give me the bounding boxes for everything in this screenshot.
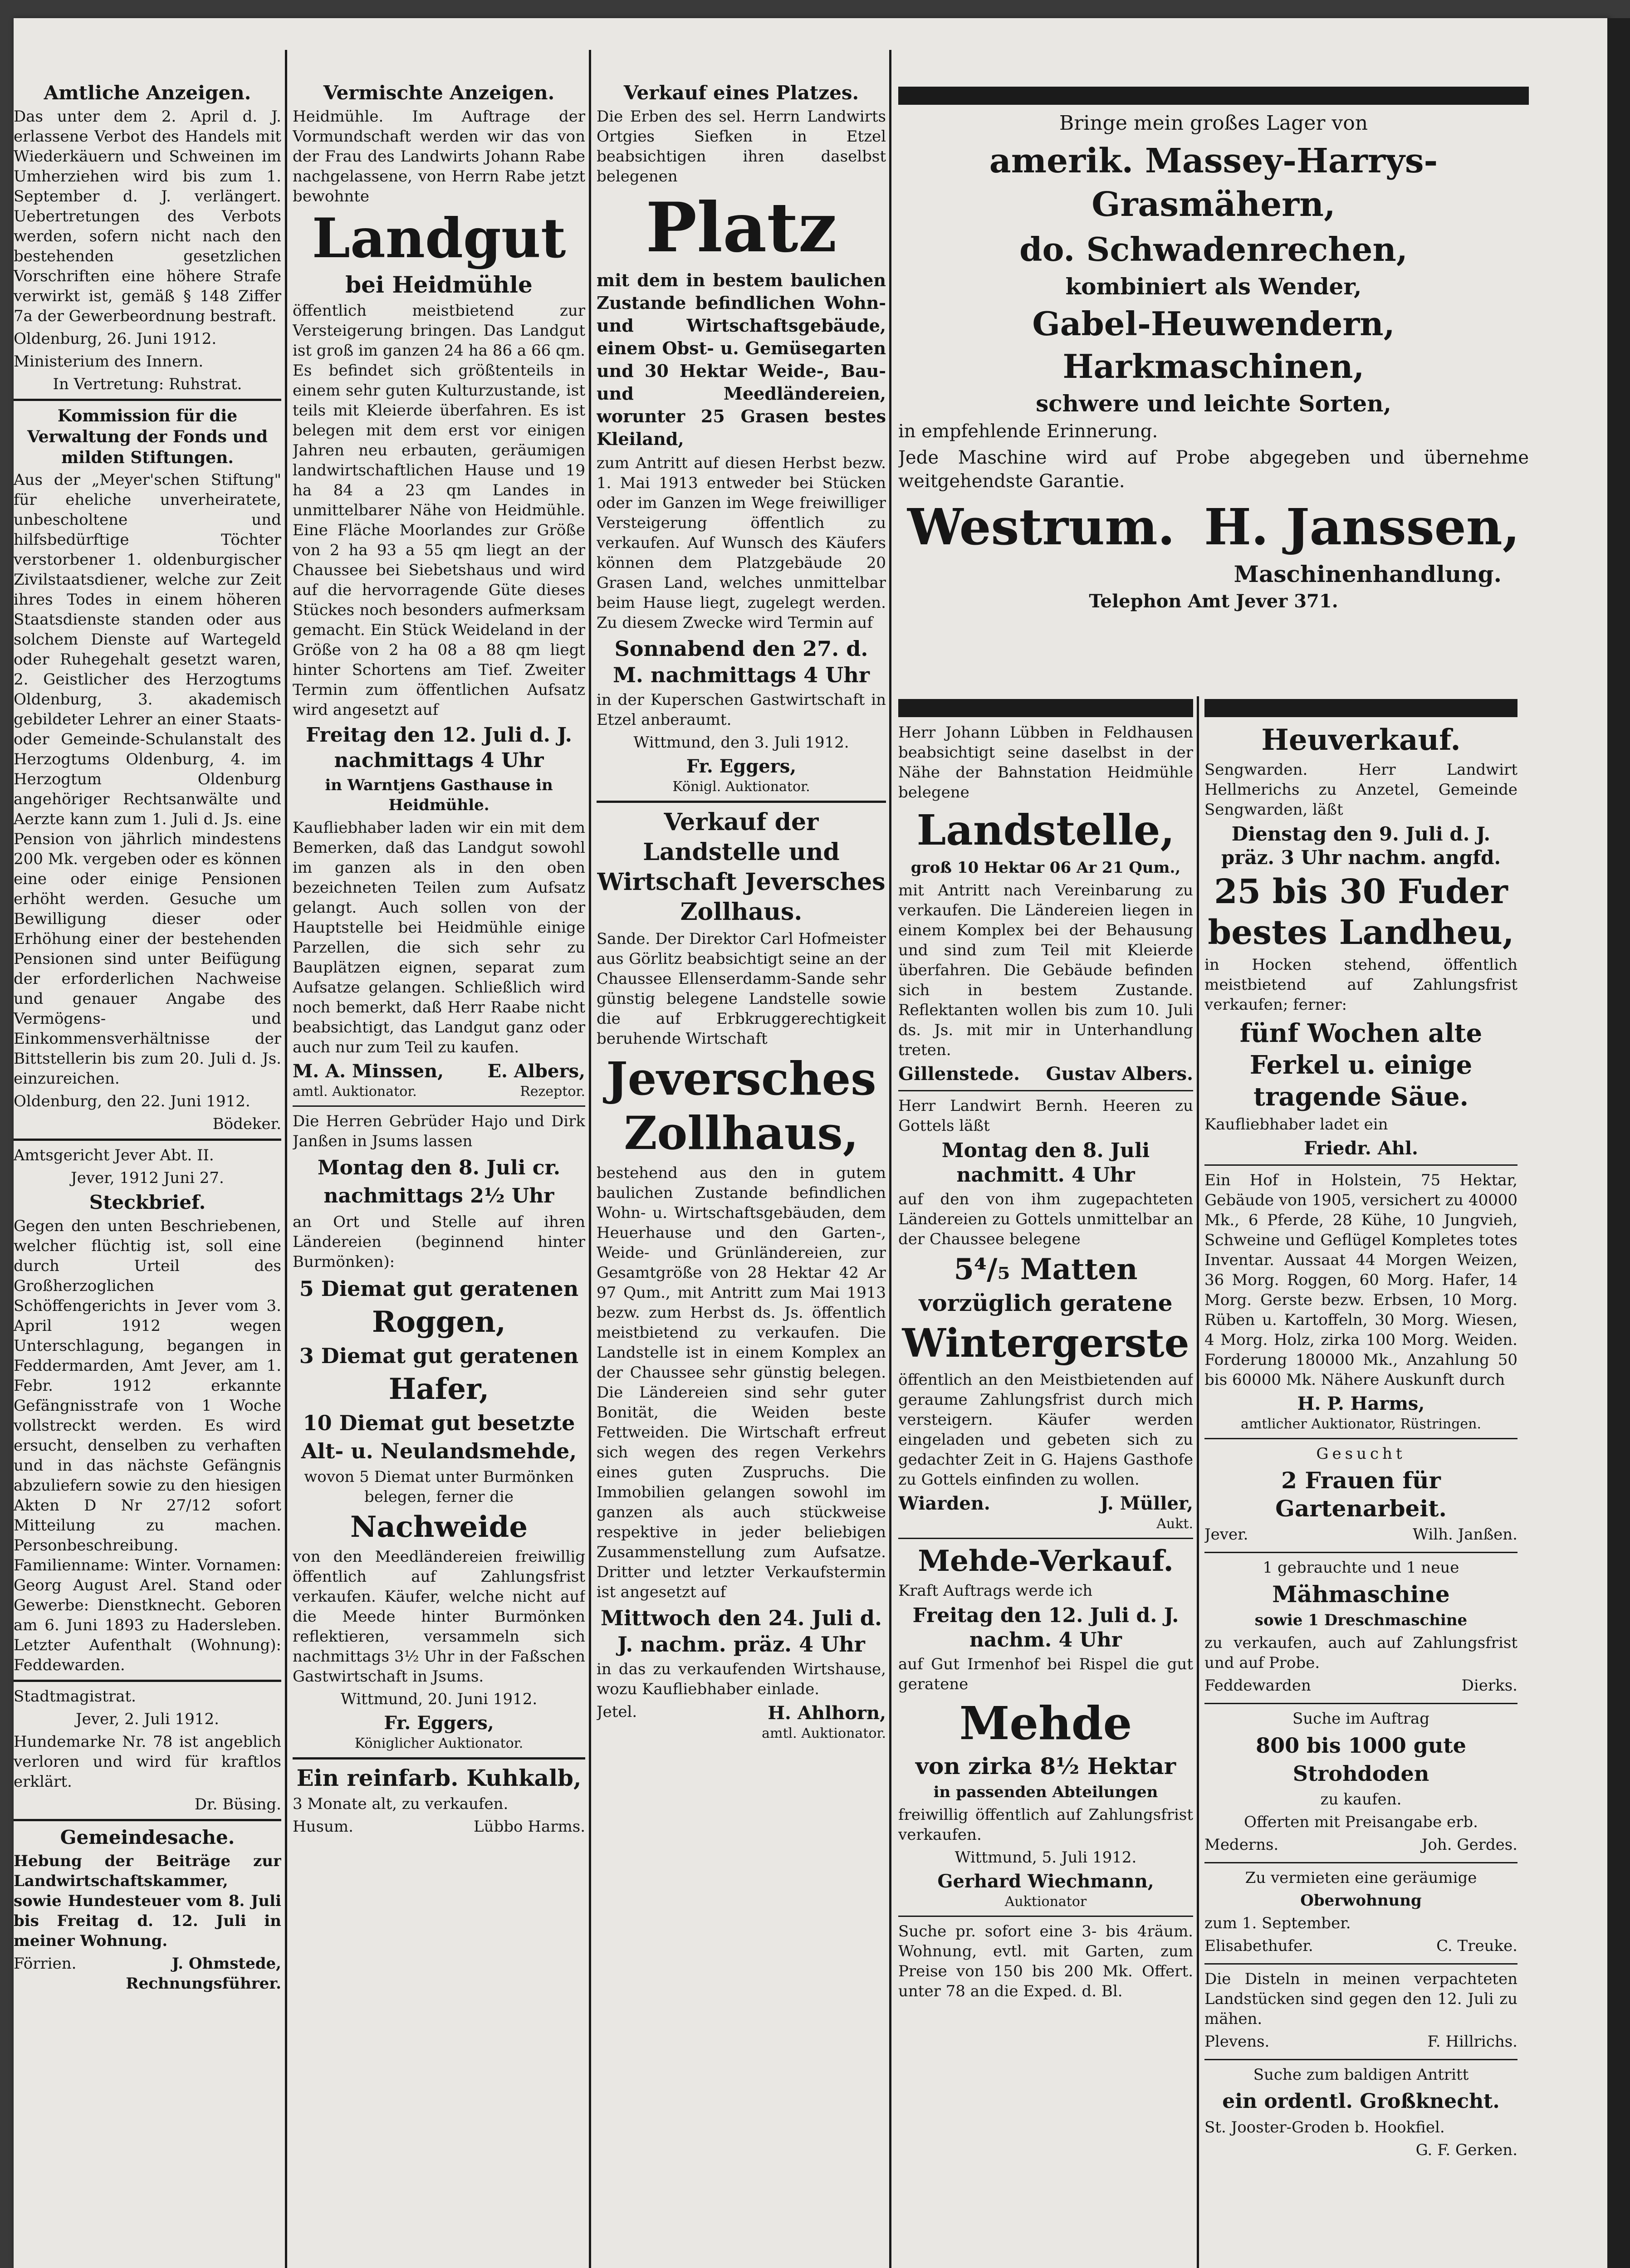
divider	[14, 1819, 281, 1821]
column-rule	[285, 50, 287, 2268]
landgut-sub: bei Heidmühle	[345, 271, 533, 298]
wohn-headline: Oberwohnung	[1300, 1892, 1422, 1910]
landstelle-place: Gillenstede.	[898, 1063, 1020, 1085]
landstelle-text: mit Antritt nach Vereinbarung zu verkaufen. Die Ländereien liegen in einem Komplex bei der Behausung und sind zum Teil mit Kleierde überfahren. Die Gebäude befinden sich in bestem Zustande. Reflektanten wollen bis zum 10. Juli ds. Js. mit mir in Unterhandlung treten.	[898, 881, 1193, 1059]
heu-title: Heuverkauf.	[1261, 723, 1461, 757]
gerste-intro: Herr Landwirt Bernh. Heeren zu Gottels läßt	[898, 1097, 1193, 1135]
janssen-item-1: 5 Diemat gut geratenen	[299, 1276, 579, 1301]
platz-signer: Fr. Eggers,	[686, 756, 797, 777]
notice-authority: Ministerium des Innern.	[14, 352, 204, 371]
landgut-date: Freitag den 12. Juli d. J. nachmittags 4 Uhr	[306, 723, 572, 772]
garten-headline: 2 Frauen für Gartenarbeit.	[1275, 1467, 1447, 1522]
machines-line-6: schwere und leichte Sorten,	[1036, 390, 1391, 417]
zollhaus-text-2: in das zu verkaufenden Wirtshause, wozu Kaufliebhaber einlade.	[597, 1660, 886, 1698]
janssen-item-2: 3 Diemat gut geratenen	[299, 1344, 579, 1368]
disteln-signer: F. Hillrichs.	[1427, 2033, 1517, 2051]
mehde-text-3: freiwillig öffentlich auf Zahlungsfrist verkaufen.	[898, 1806, 1193, 1844]
gerste-signer: J. Müller,	[1100, 1493, 1193, 1514]
divider	[898, 1090, 1193, 1091]
stroh-headline: 800 bis 1000 gute Strohdoden	[1256, 1733, 1466, 1786]
maeh-place: Feddewarden	[1204, 1677, 1311, 1695]
mehde-division: in passenden Abteilungen	[933, 1783, 1158, 1801]
landgut-signer-2-role: Rezeptor.	[520, 1084, 585, 1100]
janssen-item-3: 10 Diemat gut besetzte Alt- u. Neulandsmehde,	[301, 1411, 577, 1463]
janssen-signer: Fr. Eggers,	[384, 1712, 494, 1734]
brand-sub: Maschinenhandlung.	[1234, 561, 1502, 587]
section-title-vermischte: Vermischte Anzeigen.	[323, 82, 555, 104]
kommission-place: Oldenburg, den 22. Juni 1912.	[14, 1092, 250, 1110]
disteln-text: Die Disteln in meinen verpachteten Landstücken sind gegen den 12. Juli zu mähen.	[1204, 1970, 1517, 2028]
gross-signer: G. F. Gerken.	[1415, 2141, 1517, 2159]
gerste-text-2: öffentlich an den Meistbietenden auf geraume Zahlungsfrist durch mich versteigern. Käufer werden eingeladen und gebeten sich zu gedachter Zeit in G. Hajens Gasthofe zu Gottels einfinden zu wollen.	[898, 1371, 1193, 1489]
stadtmagistrat-text: Hundemarke Nr. 78 ist angeblich verloren und wird für kraftlos erklärt.	[14, 1733, 281, 1791]
landgut-intro: Heidmühle. Im Auftrage der Vormundschaft werden wir das von der Frau des Landwirts Johann Rabe nachgelassene, von Herrn Rabe jetzt bewohnte	[293, 108, 585, 205]
steckbrief-court: Amtsgericht Jever Abt. II.	[14, 1146, 214, 1164]
landgut-signer-2: E. Albers,	[487, 1061, 585, 1082]
hof-text: Ein Hof in Holstein, 75 Hektar, Gebäude von 1905, versichert zu 40000 Mk., 6 Pferde, 28 Kühe, 10 Jungvieh, Schweine und Geflügel Kompletes totes Inventar. Aussaat 44 Morgen Weizen, 36 Morg. Roggen, 60 Morg. Hafer, 14 Morg. Gerste bezw. Erbsen, 10 Morg. Rüben u. Kartoffeln, 30 Morg. Wiesen, 4 Morg. Holz, zirka 100 Morg. Weiden. Forderung 180000 Mk., Anzahlung 50 bis 60000 Mk. Nähere Auskunft durch	[1204, 1171, 1517, 1389]
stroh-signer: Joh. Gerdes.	[1421, 1836, 1517, 1854]
steckbrief-date: Jever, 1912 Juni 27.	[71, 1169, 224, 1187]
brand-phone: Telephon Amt Jever 371.	[1089, 591, 1338, 612]
divider	[1204, 1963, 1517, 1965]
garten-signer: Wilh. Janßen.	[1413, 1525, 1517, 1544]
gerste-date: Montag den 8. Juli nachmitt. 4 Uhr	[941, 1139, 1150, 1187]
hof-signer: H. P. Harms,	[1297, 1393, 1425, 1414]
machines-line-7: in empfehlende Erinnerung.	[898, 421, 1158, 442]
zollhaus-signer: H. Ahlhorn,	[768, 1702, 886, 1724]
landgut-headline: Landgut	[312, 206, 566, 270]
machines-line-1: Bringe mein großes Lager von	[1059, 112, 1368, 135]
landgut-place: in Warntjens Gasthause in Heidmühle.	[325, 776, 553, 814]
janssen-date: Montag den 8. Juli cr. nachmittags 2½ Uhr	[317, 1156, 561, 1207]
heu-date: Dienstag den 9. Juli d. J. präz. 3 Uhr nachm. angfd.	[1221, 823, 1501, 869]
section-title-amtliche: Amtliche Anzeigen.	[44, 82, 251, 104]
gemeinde-place: Förrien.	[14, 1955, 77, 1973]
zollhaus-title: Verkauf der Landstelle und Wirtschaft Jeversches Zollhaus.	[597, 808, 886, 926]
newspaper-page	[14, 18, 1610, 2268]
ad-bar	[898, 699, 1193, 717]
notice-signer: In Vertretung: Ruhstrat.	[53, 375, 242, 393]
heu-intro: Sengwarden. Herr Landwirt Hellmerichs zu Anzetel, Gemeinde Sengwarden, läßt	[1204, 761, 1517, 819]
gemeinde-signer: J. Ohmstede, Rechnungsführer.	[126, 1955, 281, 1993]
stadtmagistrat-title: Stadtmagistrat.	[14, 1687, 136, 1706]
maeh-signer: Dierks.	[1461, 1677, 1517, 1695]
heu-text-2: Kaufliebhaber ladet ein	[1204, 1115, 1388, 1134]
machines-line-4: kombiniert als Wender,	[1065, 273, 1362, 300]
gerste-place: Wiarden.	[898, 1493, 990, 1514]
wohn-signer: C. Treuke.	[1436, 1937, 1517, 1955]
mehde-date: Freitag den 12. Juli d. J. nachm. 4 Uhr	[912, 1604, 1179, 1652]
divider	[293, 1757, 585, 1760]
platz-place: in der Kuperschen Gastwirtschaft in Etzel anberaumt.	[597, 691, 886, 729]
landgut-text: öffentlich meistbietend zur Versteigerung bringen. Das Landgut ist groß im ganzen 24 ha 86 a 66 qm. Es befindet sich größtenteils in einem sehr guten Kulturzustande, ist teils mit Kleierde überfahren. Es ist belegen mit dem erst vor einigen Jahren neu erbauten, geräumigen landwirtschaftlichen Hause und 19 ha 84 a 23 qm Landes in unmittelbarer Nähe von Heidmühle. Eine Fläche Moorlandes zur Größe von 2 ha 93 a 55 qm liegt an der Chaussee bei Siebetshaus und wird auf die hervorragende Güte dieses Stückes noch besonders aufmerksam gemacht. Ein Stück Weideland in der Größe von 2 ha 08 a 88 qm liegt hinter Schortens am Tief. Zweiter Termin zum öffentlichen Aufsatz wird angesetzt auf	[293, 302, 585, 719]
column-4a	[898, 696, 1193, 2268]
mehde-signer-role: Auktionator	[1004, 1894, 1087, 1910]
ferkel-headline: fünf Wochen alte Ferkel u. einige tragende Säue.	[1239, 1018, 1483, 1112]
notice-place: Oldenburg, 26. Juni 1912.	[14, 330, 217, 348]
garten-label: Gesucht	[1316, 1445, 1406, 1463]
kommission-text: Aus der „Meyer'schen Stiftung" für eheliche unverheiratete, unbescholtene und hilfsbedürftige Töchter verstorbener 1. oldenburgischer Zivilstaatsdiener, welche zur Zeit ihres Todes in einem höheren Staatsdienste standen oder aus solchem Dienste auf Wartegeld oder Ruhegehalt gesetzt waren, 2. Geistlicher des Herzogtums Oldenburg, 3. akademisch gebildeter Lehrer an einer Staats- oder Gemeinde-Schulanstalt des Herzogtums Oldenburg, 4. im Herzogtum Oldenburg angehöriger Rechtsanwälte und Aerzte kann zum 1. Juli d. Js. eine Pension von jährlich mindestens 200 Mk. vergeben oder es können eine oder einige Pensionen erhöht werden. Gesuche um Bewilligung dieser oder Erhöhung einer der bestehenden Pensionen sind unter Beifügung der erforderlichen Nachweise und genauer Angabe des Vermögens- und Einkommensverhältnisse der Bittstellerin bis zum 20. Juli d. Js. einzureichen.	[14, 471, 281, 1088]
column-4b	[1204, 696, 1517, 2268]
mehde-headline: Mehde	[959, 1696, 1132, 1750]
zollhaus-signer-role: amtl. Auktionator.	[762, 1725, 886, 1741]
stroh-line-3: zu kaufen.	[1320, 1790, 1402, 1809]
column-rule	[889, 50, 891, 2268]
divider	[597, 801, 886, 803]
divider	[1204, 1703, 1517, 1704]
mehde-text: Kraft Auftrags werde ich	[898, 1582, 1093, 1600]
stroh-place: Mederns.	[1204, 1836, 1279, 1854]
kommission-title: Kommission für die Verwaltung der Fonds und milden Stiftungen.	[27, 406, 268, 467]
gerste-amount: 5⁴/₅ Matten	[954, 1252, 1138, 1286]
divider	[1204, 1164, 1517, 1166]
brand-westrum: Westrum.	[907, 498, 1175, 556]
mehde-place: Wittmund, 5. Juli 1912.	[955, 1848, 1137, 1867]
column-rule	[1197, 696, 1199, 2268]
mehde-text-2: auf Gut Irmenhof bei Rispel die gut geratene	[898, 1655, 1193, 1693]
kalb-title: Ein reinfarb. Kuhkalb,	[296, 1765, 582, 1791]
notice-text: Das unter dem 2. April d. J. erlassene Verbot des Handels mit Wiederkäuern und Schweinen im Umherziehen wird bis zum 1. September d. J. verlängert. Uebertretungen des Verbots werden, sofern nicht nach den bestehenden gesetzlichen Vorschriften eine höhere Strafe verwirkt ist, gemäß § 148 Ziffer 7a der Gewerbeordnung bestraft.	[14, 108, 281, 325]
divider	[1204, 1438, 1517, 1439]
platz-signer-role: Königl. Auktionator.	[672, 779, 810, 795]
stroh-line-4: Offerten mit Preisangabe erb.	[1244, 1813, 1478, 1831]
steckbrief-title: Steckbrief.	[89, 1191, 206, 1213]
platz-description: mit dem in bestem baulichen Zustande befindlichen Wohn- und Wirtschaftsgebäude, einem Obst- u. Gemüsegarten und 30 Hektar Weide-, Bau- und Meedländereien, worunter 25 Grasen bestes Kleiland,	[597, 270, 886, 449]
kalb-signer: Lübbo Harms.	[474, 1818, 585, 1836]
janssen-item-4: Nachweide	[350, 1510, 528, 1544]
divider	[14, 1139, 281, 1141]
janssen-item-3-note: wovon 5 Diemat unter Burmönken belegen, ferner die	[304, 1468, 574, 1506]
divider	[898, 1538, 1193, 1539]
gross-line-1: Suche zum baldigen Antritt	[1253, 2066, 1469, 2084]
zollhaus-headline: Jeversches Zollhaus,	[606, 1052, 876, 1160]
garten-place: Jever.	[1204, 1525, 1248, 1544]
steckbrief-text: Gegen den unten Beschriebenen, welcher flüchtig ist, soll eine durch Urteil des Großherzoglichen Schöffengerichts in Jever vom 3. April 1912 wegen Unterschlagung, begangen in Feddermarden, Amt Jever, am 1. Febr. 1912 erkannte Gefängnisstrafe von 1 Woche vollstreckt werden. Es wird ersucht, denselben zu verhaften und in das nächste Gefängnis abzuliefern sowie zu den hiesigen Akten D Nr 27/12 sofort Mitteilung zu machen. Personbeschreibung. Familienname: Winter. Vornamen: Georg August Arel. Stand oder Gewerbe: Dienstknecht. Geboren am 6. Juni 1893 zu Hadersleben. Letzter Aufenthalt (Wohnung): Feddewarden.	[14, 1217, 281, 1674]
platz-text: zum Antritt auf diesen Herbst bezw. 1. Mai 1913 entweder bei Stücken oder im Ganzen im Wege freiwilliger Versteigerung öffentlich zu verkaufen. Auf Wunsch des Käufers können dem Platzgebäude 20 Grasen Land, welches unmittelbar beim Hause liegt, zugelegt werden. Zu diesem Zwecke wird Termin auf	[597, 454, 886, 632]
gerste-text: auf den von ihm zugepachteten Ländereien zu Gottels unmittelbar an der Chaussee belegene	[898, 1190, 1193, 1248]
page-edge	[1607, 18, 1630, 2268]
platz-date: Sonnabend den 27. d. M. nachmittags 4 Uhr	[613, 636, 870, 687]
zollhaus-date: Mittwoch den 24. Juli d. J. nachm. präz. 4 Uhr	[601, 1606, 882, 1657]
divider	[1204, 1862, 1517, 1863]
wohnung-gesuch: Suche pr. sofort eine 3- bis 4räum. Wohnung, evtl. mit Garten, zum Preise von 150 bis 200 Mk. Offert. unter 78 an die Exped. d. Bl.	[898, 1922, 1193, 2000]
wohn-place: Elisabethufer.	[1204, 1937, 1313, 1955]
janssen-place: Wittmund, 20. Juni 1912.	[340, 1690, 538, 1708]
platz-date-line: Wittmund, den 3. Juli 1912.	[633, 733, 849, 752]
wohn-line-1: Zu vermieten eine geräumige	[1245, 1869, 1477, 1887]
heu-text: in Hocken stehend, öffentlich meistbietend auf Zahlungsfrist verkaufen; ferner:	[1204, 956, 1517, 1014]
stroh-line-1: Suche im Auftrag	[1292, 1710, 1429, 1728]
heu-signer: Friedr. Ahl.	[1304, 1138, 1418, 1159]
gross-headline: ein ordentl. Großknecht.	[1222, 2090, 1500, 2113]
column-1	[14, 79, 281, 2268]
stadtmagistrat-date: Jever, 2. Juli 1912.	[76, 1710, 219, 1728]
mehde-signer: Gerhard Wiechmann,	[937, 1871, 1154, 1892]
column-2	[293, 79, 585, 2268]
janssen-item-2-type: Hafer,	[388, 1372, 489, 1406]
maeh-text: zu verkaufen, auch auf Zahlungsfrist und auf Probe.	[1204, 1634, 1517, 1672]
divider	[1204, 2059, 1517, 2060]
maeh-line-3: sowie 1 Dreschmaschine	[1254, 1611, 1468, 1629]
column-rule	[589, 50, 591, 2268]
zollhaus-text: bestehend aus den in gutem baulichen Zustande befindlichen Wohn- u. Wirtschaftsgebäuden, dem Heuerhause und den Garten-, Weide- und Grünländereien, zur Gesamtgröße von 28 Hektar 42 Ar 97 Qum., mit Antritt zum Mai 1913 bezw. zum Herbst ds. Js. öffentlich meistbietend zu verkaufen. Die Landstelle ist in einem Komplex an der Chaussee sehr günstig belegen. Die Ländereien sind sehr guter Bonität, die Weiden beste Fettweiden. Die Wirtschaft erfreut sich wegen des regen Verkehrs eines guten Zuspruchs. Die Immobilien gelangen sowohl im ganzen als auch stückweise respektive in jeder beliebigen Zusammenstellung zum Aufsatze. Dritter und letzter Verkaufstermin ist angesetzt auf	[597, 1164, 886, 1601]
mehde-size: von zirka 8½ Hektar	[915, 1753, 1176, 1779]
heu-headline: 25 bis 30 Fuder bestes Landheu,	[1208, 872, 1514, 952]
janssen-machines-ad	[898, 84, 1529, 705]
stadtmagistrat-signer: Dr. Büsing.	[194, 1795, 281, 1813]
zollhaus-place: Jetel.	[597, 1703, 637, 1721]
gross-place: St. Jooster-Groden b. Hookfiel.	[1204, 2118, 1445, 2136]
disteln-place: Plevens.	[1204, 2033, 1270, 2051]
divider	[1204, 1552, 1517, 1553]
gerste-headline: Wintergerste	[902, 1320, 1189, 1366]
gerste-signer-role: Aukt.	[1156, 1516, 1193, 1532]
janssen-text: an Ort und Stelle auf ihren Ländereien (beginnend hinter Burmönken):	[293, 1213, 585, 1271]
machines-line-2: amerik. Massey-Harrys-Grasmähern,	[989, 142, 1438, 224]
platz-intro: Die Erben des sel. Herrn Landwirts Ortgies Siefken in Etzel beabsichtigen ihren daselbst belegenen	[597, 108, 886, 186]
gemeinde-title: Gemeindesache.	[60, 1826, 235, 1848]
platz-section-title: Verkauf eines Platzes.	[623, 82, 859, 104]
landstelle-size: groß 10 Hektar 06 Ar 21 Qum.,	[910, 859, 1181, 877]
ad-bar	[1204, 699, 1517, 717]
kommission-signer: Bödeker.	[212, 1115, 281, 1133]
divider	[14, 1680, 281, 1682]
landstelle-signer: Gustav Albers.	[1046, 1063, 1193, 1085]
brand-janssen: H. Janssen,	[1204, 498, 1520, 556]
hof-signer-role: amtlicher Auktionator, Rüstringen.	[1240, 1416, 1482, 1432]
mehde-title: Mehde-Verkauf.	[918, 1544, 1174, 1578]
divider	[293, 1105, 585, 1107]
janssen-intro: Die Herren Gebrüder Hajo und Dirk Janßen in Jsums lassen	[293, 1112, 585, 1150]
divider	[898, 1916, 1193, 1917]
landgut-signer-1-role: amtl. Auktionator.	[293, 1084, 417, 1100]
landgut-signer-1: M. A. Minssen,	[293, 1061, 444, 1082]
maeh-line-1: 1 gebrauchte und 1 neue	[1263, 1559, 1459, 1577]
machines-line-3: do. Schwadenrechen,	[1019, 230, 1408, 269]
landstelle-headline: Landstelle,	[916, 806, 1175, 855]
divider	[14, 399, 281, 401]
zollhaus-intro: Sande. Der Direktor Carl Hofmeister aus Görlitz beabsichtigt seine an der Chaussee Ellenserdamm-Sande sehr günstig belegene Landstelle sowie die auf Erbkruggerechtigkeit beruhende Wirtschaft	[597, 930, 886, 1048]
janssen-text-2: von den Meedländereien freiwillig öffentlich auf Zahlungsfrist verkaufen. Käufer, welche nicht auf die Meede hinter Burmönken reflektieren, versammeln sich nachmittags 3½ Uhr in der Faßschen Gastwirtschaft in Jsums.	[293, 1548, 585, 1686]
gerste-sub: vorzüglich geratene	[919, 1290, 1173, 1316]
ad-top-bar	[898, 87, 1529, 105]
kalb-place: Husum.	[293, 1818, 353, 1836]
maeh-headline: Mähmaschine	[1272, 1581, 1450, 1608]
janssen-item-1-type: Roggen,	[372, 1305, 506, 1339]
machines-line-8: Jede Maschine wird auf Probe abgegeben und übernehme weitgehendste Garantie.	[898, 447, 1529, 492]
column-3	[597, 79, 886, 2268]
kalb-text: 3 Monate alt, zu verkaufen.	[293, 1795, 509, 1813]
landgut-text-2: Kaufliebhaber laden wir ein mit dem Bemerken, daß das Landgut sowohl im ganzen als in den oben bezeichneten Teilen zum Aufsatz gelangt. Auch sollen von der Hauptstelle bei Heidmühle einige Parzellen, die sich sehr zu Bauplätzen eignen, separat zum Aufsatze gelangen. Schließlich wird noch bemerkt, daß Herr Raabe nicht beabsichtigt, das Landgut ganz oder auch nur zum Teil zu kaufen.	[293, 819, 585, 1056]
landstelle-intro: Herr Johann Lübben in Feldhausen beabsichtigt seine daselbst in der Nähe der Bahnstation Heidmühle belegene	[898, 723, 1193, 802]
platz-headline: Platz	[646, 188, 837, 268]
wohn-line-3: zum 1. September.	[1204, 1914, 1351, 1932]
gemeinde-text: Hebung der Beiträge zur Landwirtschaftskammer, sowie Hundesteuer vom 8. Juli bis Freitag d. 12. Juli in meiner Wohnung.	[14, 1852, 281, 1950]
machines-line-5: Gabel-Heuwendern, Harkmaschinen,	[1032, 304, 1395, 386]
janssen-signer-role: Königlicher Auktionator.	[354, 1735, 524, 1751]
